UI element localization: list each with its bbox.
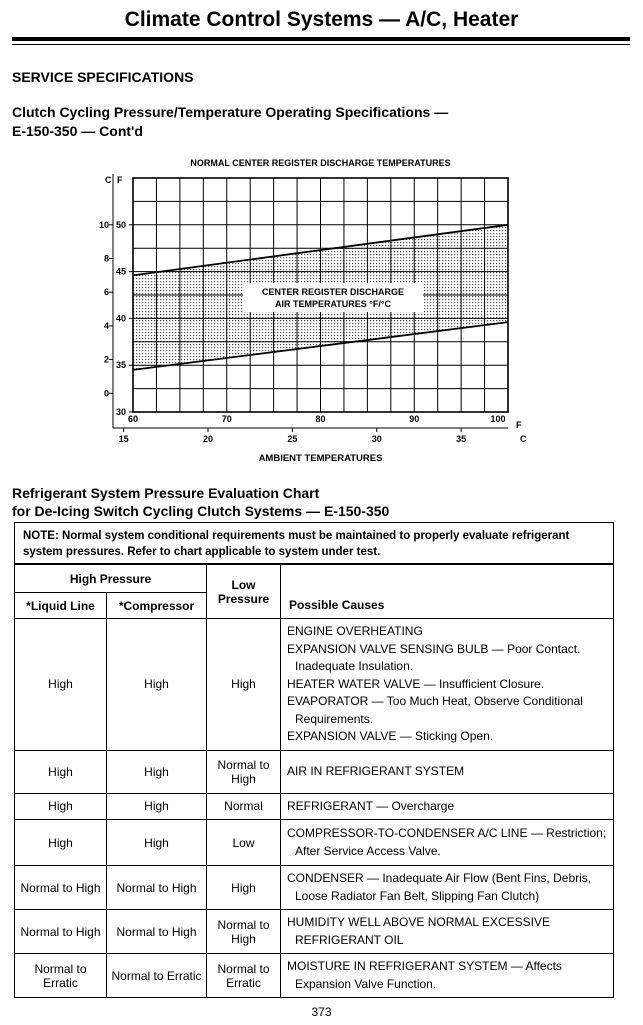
page-title: Climate Control Systems — A/C, Heater	[124, 8, 519, 31]
discharge-temperature-chart	[85, 152, 555, 470]
y-tick-f-label: 45	[116, 266, 127, 277]
table-row	[15, 910, 614, 954]
x-tick-c-label: 15	[118, 434, 129, 444]
liquid-line-cell: Normal to High	[15, 910, 107, 954]
compressor-cell: Normal to High	[107, 866, 207, 910]
compressor-cell: High	[107, 750, 207, 793]
y-tick-f-label: 50	[116, 219, 127, 230]
x-unit-f: F	[516, 420, 522, 430]
header-low-pressure	[207, 565, 281, 619]
cause-item: CONDENSER — Inadequate Air Flow (Bent Fins, Debris, Loose Radiator Fan Belt, Slipping Fan Clutch)	[287, 871, 592, 903]
x-tick-c-label: 25	[287, 434, 298, 444]
x-axis-label: AMBIENT TEMPERATURES	[258, 453, 383, 464]
liquid-line-cell: High	[15, 820, 107, 866]
header-rule-thin	[12, 44, 630, 45]
cause-item: AIR IN REFRIGERANT SYSTEM	[287, 763, 465, 778]
compressor-cell: Normal to High	[107, 910, 207, 954]
low-pressure-cell: Normal	[207, 793, 281, 820]
cause-item: COMPRESSOR-TO-CONDENSER A/C LINE — Restriction; After Service Access Valve.	[287, 826, 607, 858]
x-tick-f-label: 60	[127, 414, 139, 424]
chart-title: NORMAL CENTER REGISTER DISCHARGE TEMPERATURES	[190, 158, 451, 168]
refrig-title-line2: for De-Icing Switch Cycling Clutch Systems — E-150-350	[12, 503, 390, 519]
possible-causes-cell	[281, 793, 614, 820]
possible-causes-cell	[281, 820, 614, 866]
y-unit-c: C	[105, 175, 112, 185]
x-tick-c-label: 30	[371, 434, 382, 444]
y-tick-c-label: 8	[103, 253, 109, 264]
possible-causes-cell	[281, 954, 614, 998]
liquid-line-cell: Normal to High	[15, 866, 107, 910]
section-title: SERVICE SPECIFICATIONS	[12, 69, 194, 85]
y-unit-f: F	[117, 175, 123, 185]
x-tick-c-label: 20	[202, 434, 214, 444]
low-pressure-cell: Normal to Erratic	[207, 954, 281, 998]
liquid-line-cell: Normal to Erratic	[15, 954, 107, 998]
header-rule	[12, 37, 630, 41]
possible-causes-cell	[281, 619, 614, 751]
y-tick-f-label: 30	[116, 407, 127, 417]
y-tick-f-label: 40	[116, 313, 127, 324]
header-low-line1: Low	[231, 577, 256, 592]
low-pressure-cell: High	[207, 619, 281, 751]
cause-item: MOISTURE IN REFRIGERANT SYSTEM — Affects Expansion Valve Function.	[287, 959, 562, 991]
clutch-title-line2: E-150-350 — Cont'd	[12, 123, 143, 139]
refrig-title-line1: Refrigerant System Pressure Evaluation Chart	[12, 485, 320, 501]
possible-causes-cell	[281, 866, 614, 910]
low-pressure-cell: Normal to High	[207, 910, 281, 954]
y-tick-f-label: 35	[116, 360, 127, 371]
compressor-cell: High	[107, 820, 207, 866]
x-tick-f-label: 80	[315, 414, 326, 424]
cause-item: ENGINE OVERHEATING	[287, 624, 423, 638]
header-compressor: *Compressor	[107, 593, 207, 619]
table-row	[15, 619, 614, 751]
compressor-cell: Normal to Erratic	[107, 954, 207, 998]
x-tick-f-label: 100	[490, 414, 506, 424]
low-pressure-cell: High	[207, 866, 281, 910]
y-tick-c-label: 2	[103, 354, 109, 365]
header-low-line2: Pressure	[217, 591, 270, 606]
y-tick-c-label: 0	[103, 388, 109, 399]
table-row	[15, 750, 614, 793]
compressor-cell: High	[107, 619, 207, 751]
annotation-line2: AIR TEMPERATURES °F/°C	[274, 299, 392, 309]
x-unit-c: C	[520, 434, 527, 444]
table-row	[15, 793, 614, 820]
y-tick-c-label: 6	[103, 287, 109, 298]
annotation-line1: CENTER REGISTER DISCHARGE	[261, 287, 405, 297]
cause-item: EVAPORATOR — Too Much Heat, Observe Conditional Requirements.	[287, 694, 583, 726]
compressor-cell: High	[107, 793, 207, 820]
note-box: NOTE: Normal system conditional requirements must be maintained to properly evaluate refrigerant system pressures. Refer to chart applicable to system under test.	[14, 522, 614, 564]
table-row	[15, 866, 614, 910]
liquid-line-cell: High	[15, 619, 107, 751]
header-liquid-line: *Liquid Line	[15, 593, 107, 619]
low-pressure-cell: Normal to High	[207, 750, 281, 793]
x-tick-f-label: 70	[221, 414, 232, 424]
liquid-line-cell: High	[15, 750, 107, 793]
cause-item: HUMIDITY WELL ABOVE NORMAL EXCESSIVE REFRIGERANT OIL	[287, 915, 550, 947]
y-tick-c-label: 4	[103, 320, 109, 331]
cause-item: HEATER WATER VALVE — Insufficient Closure.	[287, 676, 545, 691]
pressure-evaluation-table	[14, 564, 614, 998]
x-tick-f-label: 90	[409, 414, 420, 424]
x-tick-c-label: 35	[456, 434, 467, 444]
low-pressure-cell: Low	[207, 820, 281, 866]
possible-causes-cell	[281, 750, 614, 793]
page-number: 373	[311, 1005, 332, 1019]
table-row	[15, 820, 614, 866]
cause-item: EXPANSION VALVE — Sticking Open.	[287, 729, 494, 743]
y-tick-c-label: 10	[98, 219, 109, 230]
clutch-title-line1: Clutch Cycling Pressure/Temperature Operating Specifications —	[12, 104, 449, 120]
header-possible-causes: Possible Causes	[281, 565, 614, 619]
cause-item: REFRIGERANT — Overcharge	[287, 798, 455, 813]
liquid-line-cell: High	[15, 793, 107, 820]
cause-item: EXPANSION VALVE SENSING BULB — Poor Contact. Inadequate Insulation.	[287, 641, 581, 673]
possible-causes-cell	[281, 910, 614, 954]
table-row	[15, 954, 614, 998]
header-high-pressure: High Pressure	[15, 565, 207, 593]
